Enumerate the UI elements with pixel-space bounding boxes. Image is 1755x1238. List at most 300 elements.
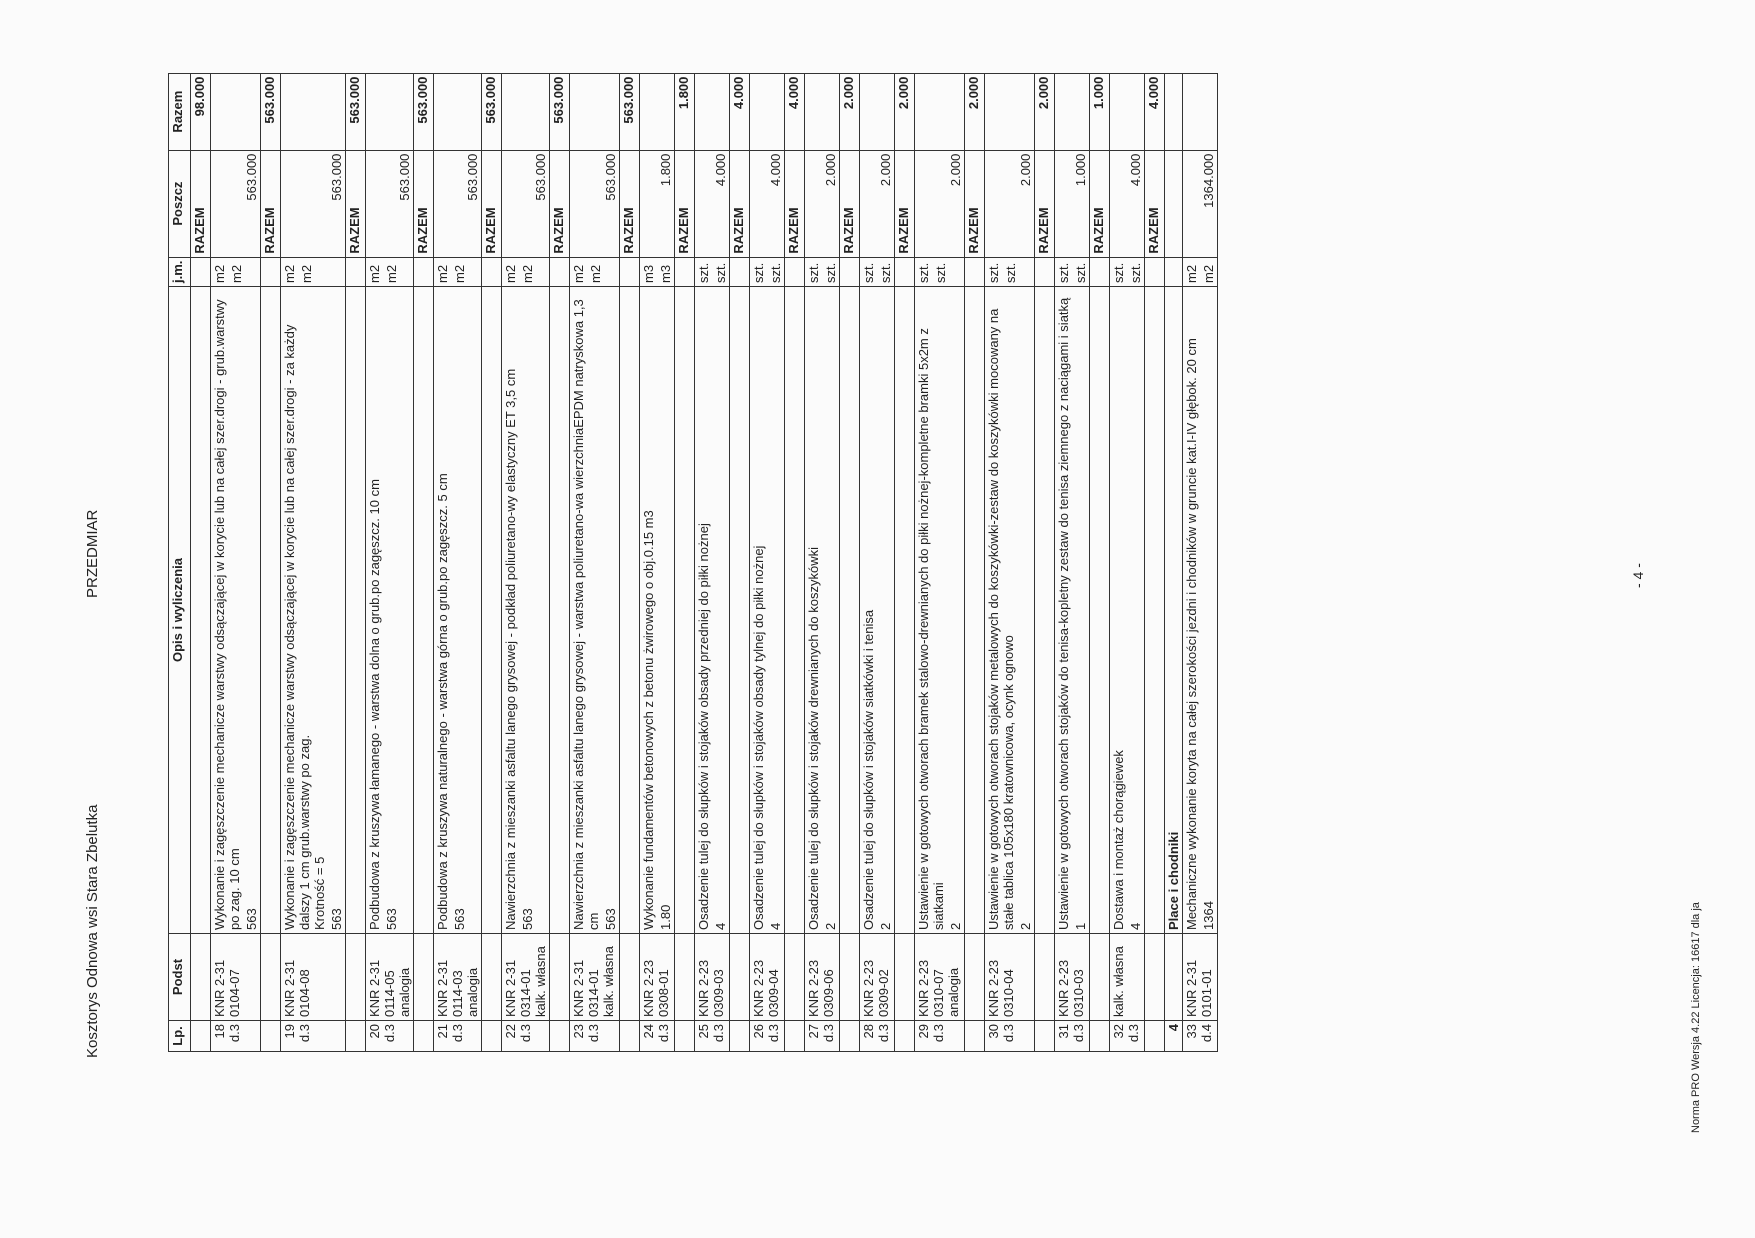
razem-label: RAZEM bbox=[620, 150, 640, 257]
razem-label: RAZEM bbox=[1035, 150, 1055, 257]
empty-cell bbox=[840, 287, 860, 934]
empty-cell bbox=[1090, 257, 1110, 286]
empty-cell bbox=[1165, 934, 1183, 1021]
calculation: 4 bbox=[1128, 922, 1143, 930]
razem-value: 1.000 bbox=[1090, 73, 1110, 150]
description: Ustawienie w gotowych otworach stojaków do tenisa-kopletny zestaw do tenisa ziemnego z naciągami i siatką bbox=[1056, 297, 1071, 930]
razem-value: 4.000 bbox=[785, 73, 805, 150]
table-row bbox=[805, 73, 840, 1051]
empty-cell bbox=[620, 257, 640, 286]
empty-cell bbox=[895, 287, 915, 934]
row-podst: KNR 2-31 0314-01 kalk. własna bbox=[502, 934, 550, 1021]
row-lp bbox=[281, 1021, 346, 1052]
lp-number: 29 bbox=[916, 1024, 931, 1039]
row-poszcz: 2.000 bbox=[915, 150, 965, 257]
description: Dostawa i montaż chorągiewek bbox=[1111, 750, 1126, 930]
row-lp bbox=[985, 1021, 1035, 1052]
section-ref: d.3 bbox=[1126, 1024, 1141, 1043]
empty-cell bbox=[346, 1021, 366, 1052]
razem-row bbox=[1035, 73, 1055, 1051]
row-unit bbox=[1055, 257, 1090, 286]
section-ref: d.3 bbox=[586, 1024, 601, 1043]
section-ref: d.3 bbox=[821, 1024, 836, 1043]
row-poszcz: 1.800 bbox=[640, 150, 675, 257]
row-unit bbox=[640, 257, 675, 286]
row-podst: kalk. własna bbox=[1110, 934, 1145, 1021]
row-opis bbox=[750, 287, 785, 934]
table-row bbox=[1055, 73, 1090, 1051]
empty-cell bbox=[1145, 1021, 1165, 1052]
description: Wykonanie fundamentów betonowych z betonu żwirowego o obj.0.15 m3 bbox=[641, 510, 656, 930]
empty-cell bbox=[346, 287, 366, 934]
unit-repeat: m2 bbox=[299, 264, 314, 283]
unit-repeat: szt. bbox=[1073, 262, 1088, 283]
description: Nawierzchnia z mieszanki asfaltu lanego grysowej - warstwa poliuretano-wa wierzchniaEPDM natryskowa 1,3 cm bbox=[571, 299, 601, 930]
lp-number: 21 bbox=[435, 1024, 450, 1039]
unit-repeat: m3 bbox=[658, 264, 673, 283]
empty-cell bbox=[965, 934, 985, 1021]
row-lp bbox=[1055, 1021, 1090, 1052]
empty-cell bbox=[1165, 73, 1183, 150]
row-razem-empty bbox=[366, 73, 414, 150]
empty-cell bbox=[1035, 934, 1055, 1021]
table-row bbox=[502, 73, 550, 1051]
col-razem: Razem bbox=[169, 73, 191, 150]
empty-cell bbox=[1035, 1021, 1055, 1052]
razem-value: 563.000 bbox=[482, 73, 502, 150]
section-ref: d.3 bbox=[382, 1024, 397, 1043]
section-ref: d.3 bbox=[227, 1024, 242, 1043]
unit: m2 bbox=[212, 264, 227, 283]
table-row bbox=[366, 73, 414, 1051]
empty-cell bbox=[550, 934, 570, 1021]
row-opis bbox=[695, 287, 730, 934]
razem-label: RAZEM bbox=[675, 150, 695, 257]
row-opis bbox=[211, 287, 261, 934]
empty-cell bbox=[840, 1021, 860, 1052]
page-number: - 4 - bbox=[1630, 563, 1646, 588]
empty-cell bbox=[675, 934, 695, 1021]
unit: szt. bbox=[806, 262, 821, 283]
empty-cell bbox=[895, 1021, 915, 1052]
razem-value: 4.000 bbox=[1145, 73, 1165, 150]
table-row bbox=[750, 73, 785, 1051]
top-razem-row bbox=[191, 73, 211, 1051]
row-lp bbox=[860, 1021, 895, 1052]
razem-label: RAZEM bbox=[965, 150, 985, 257]
description: Ustawienie w gotowych otworach stojaków metalowych do koszykówki-zestaw do koszykówki mocowany na stałe tablica 105x180 kratownicowa, ocynk ognowo bbox=[986, 308, 1016, 930]
section-ref: d.3 bbox=[1001, 1024, 1016, 1043]
row-unit bbox=[1183, 257, 1218, 286]
empty-cell bbox=[620, 287, 640, 934]
col-opis: Opis i wyliczenia bbox=[169, 287, 191, 934]
calculation: 1.80 bbox=[658, 904, 673, 930]
section-ref: d.3 bbox=[931, 1024, 946, 1043]
calculation: 4 bbox=[713, 922, 728, 930]
unit-repeat: szt. bbox=[1003, 262, 1018, 283]
row-razem-empty bbox=[211, 73, 261, 150]
row-razem-empty bbox=[805, 73, 840, 150]
calculation: 1364 bbox=[1201, 901, 1216, 930]
row-poszcz: 4.000 bbox=[1110, 150, 1145, 257]
lp-number: 28 bbox=[861, 1024, 876, 1039]
row-lp bbox=[1110, 1021, 1145, 1052]
calculation: 563 bbox=[452, 908, 467, 930]
empty-cell bbox=[1035, 257, 1055, 286]
row-opis bbox=[434, 287, 482, 934]
razem-value: 563.000 bbox=[550, 73, 570, 150]
row-unit bbox=[211, 257, 261, 286]
lp-number: 30 bbox=[986, 1024, 1001, 1039]
razem-value: 4.000 bbox=[730, 73, 750, 150]
razem-value: 563.000 bbox=[620, 73, 640, 150]
empty-cell bbox=[785, 934, 805, 1021]
unit: szt. bbox=[696, 262, 711, 283]
description: Podbudowa z kruszywa naturalnego - warstwa górna o grub.po zagęszcz. 5 cm bbox=[435, 473, 450, 930]
empty-cell bbox=[675, 257, 695, 286]
row-razem-empty bbox=[502, 73, 550, 150]
empty-cell bbox=[482, 1021, 502, 1052]
row-lp bbox=[366, 1021, 414, 1052]
lp-number: 32 bbox=[1111, 1024, 1126, 1039]
unit: m2 bbox=[503, 264, 518, 283]
lp-number: 24 bbox=[641, 1024, 656, 1039]
table-row bbox=[695, 73, 730, 1051]
table-row bbox=[1183, 73, 1218, 1051]
razem-value: 563.000 bbox=[346, 73, 366, 150]
row-poszcz: 563.000 bbox=[502, 150, 550, 257]
razem-label: RAZEM bbox=[895, 150, 915, 257]
razem-label: RAZEM bbox=[261, 150, 281, 257]
empty-cell bbox=[482, 257, 502, 286]
empty-cell bbox=[620, 1021, 640, 1052]
empty-cell bbox=[1165, 150, 1183, 257]
razem-label: RAZEM bbox=[550, 150, 570, 257]
empty-cell bbox=[785, 287, 805, 934]
empty-cell bbox=[965, 257, 985, 286]
empty-cell bbox=[482, 934, 502, 1021]
unit: m3 bbox=[641, 264, 656, 283]
section-ref: d.3 bbox=[297, 1024, 312, 1043]
row-poszcz: 563.000 bbox=[434, 150, 482, 257]
table-header-row bbox=[169, 73, 191, 1051]
description: Wykonanie i zagęszczenie mechanicze warstwy odsączającej w korycie lub na całej szer.drogi - grub.warstwy po zag. 10 cm bbox=[212, 299, 242, 930]
row-unit bbox=[281, 257, 346, 286]
row-lp bbox=[211, 1021, 261, 1052]
row-unit bbox=[366, 257, 414, 286]
razem-label: RAZEM bbox=[1090, 150, 1110, 257]
razem-label: RAZEM bbox=[414, 150, 434, 257]
unit-repeat: szt. bbox=[933, 262, 948, 283]
razem-value: 2.000 bbox=[895, 73, 915, 150]
empty-cell bbox=[550, 1021, 570, 1052]
lp-number: 33 bbox=[1184, 1024, 1199, 1039]
empty-cell bbox=[1145, 257, 1165, 286]
description: Osadzenie tulej do słupków i stojaków siatkówki i tenisa bbox=[861, 609, 876, 930]
empty-cell bbox=[730, 287, 750, 934]
row-poszcz: 563.000 bbox=[211, 150, 261, 257]
row-razem-empty bbox=[281, 73, 346, 150]
calculation: 4 bbox=[768, 922, 783, 930]
section-ref: d.3 bbox=[711, 1024, 726, 1043]
section-ref: d.3 bbox=[766, 1024, 781, 1043]
section-title: Place i chodniki bbox=[1165, 287, 1183, 934]
row-opis bbox=[570, 287, 620, 934]
section-ref: d.3 bbox=[1071, 1024, 1086, 1043]
row-podst: KNR 2-23 0310-03 bbox=[1055, 934, 1090, 1021]
lp-number: 20 bbox=[367, 1024, 382, 1039]
empty-cell bbox=[261, 287, 281, 934]
lp-number: 22 bbox=[503, 1024, 518, 1039]
row-razem-empty bbox=[915, 73, 965, 150]
empty-cell bbox=[620, 934, 640, 1021]
row-opis bbox=[281, 287, 346, 934]
row-opis bbox=[860, 287, 895, 934]
empty-cell bbox=[550, 257, 570, 286]
razem-row bbox=[261, 73, 281, 1051]
row-podst: KNR 2-23 0309-02 bbox=[860, 934, 895, 1021]
row-unit bbox=[985, 257, 1035, 286]
section-ref: d.3 bbox=[450, 1024, 465, 1043]
empty-cell bbox=[895, 257, 915, 286]
table-row bbox=[915, 73, 965, 1051]
row-unit bbox=[695, 257, 730, 286]
razem-row bbox=[346, 73, 366, 1051]
unit: m2 bbox=[367, 264, 382, 283]
row-opis bbox=[985, 287, 1035, 934]
row-unit bbox=[860, 257, 895, 286]
unit-repeat: m2 bbox=[588, 264, 603, 283]
empty-cell bbox=[1035, 287, 1055, 934]
description: Podbudowa z kruszywa łamanego - warstwa dolna o grub.po zagęszcz. 10 cm bbox=[367, 479, 382, 930]
razem-label: RAZEM bbox=[840, 150, 860, 257]
unit-repeat: m2 bbox=[520, 264, 535, 283]
table-body bbox=[191, 73, 1218, 1051]
lp-number: 19 bbox=[282, 1024, 297, 1039]
section-ref: d.3 bbox=[518, 1024, 533, 1043]
empty-cell bbox=[965, 287, 985, 934]
row-opis bbox=[915, 287, 965, 934]
row-unit bbox=[434, 257, 482, 286]
unit: szt. bbox=[916, 262, 931, 283]
razem-label: RAZEM bbox=[191, 150, 211, 257]
row-poszcz: 2.000 bbox=[805, 150, 840, 257]
description: Osadzenie tulej do słupków i stojaków drewnianych do koszykówki bbox=[806, 547, 821, 930]
unit: szt. bbox=[986, 262, 1001, 283]
row-podst: KNR 2-23 0310-04 bbox=[985, 934, 1035, 1021]
row-unit bbox=[570, 257, 620, 286]
description: Osadzenie tulej do słupków i stojaków obsady tylnej do piłki nożnej bbox=[751, 545, 766, 930]
row-razem-empty bbox=[1055, 73, 1090, 150]
lp-number: 31 bbox=[1056, 1024, 1071, 1039]
section-ref: d.4 bbox=[1199, 1024, 1214, 1043]
document-header-title: Kosztorys Odnowa wsi Stara Zbelutka bbox=[84, 804, 101, 1058]
table-row bbox=[640, 73, 675, 1051]
empty-cell bbox=[730, 257, 750, 286]
calculation: 563 bbox=[520, 908, 535, 930]
razem-row bbox=[414, 73, 434, 1051]
empty-cell bbox=[840, 934, 860, 1021]
document-header-type: PRZEDMIAR bbox=[84, 509, 101, 598]
razem-value: 563.000 bbox=[414, 73, 434, 150]
row-podst: KNR 2-31 0101-01 bbox=[1183, 934, 1218, 1021]
lp-number: 18 bbox=[212, 1024, 227, 1039]
empty-cell bbox=[414, 934, 434, 1021]
razem-label: RAZEM bbox=[346, 150, 366, 257]
lp-number: 23 bbox=[571, 1024, 586, 1039]
calculation: 1 bbox=[1073, 922, 1088, 930]
unit-repeat: szt. bbox=[768, 262, 783, 283]
row-razem-empty bbox=[640, 73, 675, 150]
calculation: 563 bbox=[329, 908, 344, 930]
row-opis bbox=[640, 287, 675, 934]
table-row bbox=[211, 73, 261, 1051]
razem-row bbox=[895, 73, 915, 1051]
row-lp bbox=[750, 1021, 785, 1052]
col-podst: Podst bbox=[169, 934, 191, 1021]
unit-repeat: szt. bbox=[1128, 262, 1143, 283]
row-podst: KNR 2-23 0309-03 bbox=[695, 934, 730, 1021]
empty-cell bbox=[1165, 257, 1183, 286]
razem-value: 2.000 bbox=[1035, 73, 1055, 150]
empty-cell bbox=[1145, 287, 1165, 934]
empty-cell bbox=[730, 934, 750, 1021]
razem-value: 98.000 bbox=[191, 73, 211, 150]
empty-cell bbox=[1090, 934, 1110, 1021]
row-lp bbox=[640, 1021, 675, 1052]
description: Wykonanie i zagęszczenie mechanicze warstwy odsączającej w korycie lub na całej szer.drogi - za każdy dalszy 1 cm grub.warstwy po zag. Krotność = 5 bbox=[282, 324, 327, 930]
razem-row bbox=[675, 73, 695, 1051]
razem-label: RAZEM bbox=[730, 150, 750, 257]
section-number: 4 bbox=[1165, 1021, 1183, 1052]
section-row bbox=[1165, 73, 1183, 1051]
row-poszcz: 563.000 bbox=[366, 150, 414, 257]
empty-cell bbox=[675, 1021, 695, 1052]
row-unit bbox=[1110, 257, 1145, 286]
unit: m2 bbox=[571, 264, 586, 283]
razem-row bbox=[1090, 73, 1110, 1051]
row-razem-empty bbox=[1183, 73, 1218, 150]
razem-row bbox=[620, 73, 640, 1051]
row-razem-empty bbox=[434, 73, 482, 150]
row-podst: KNR 2-31 0114-05 analogia bbox=[366, 934, 414, 1021]
unit: m2 bbox=[435, 264, 450, 283]
razem-row bbox=[730, 73, 750, 1051]
table-row bbox=[860, 73, 895, 1051]
unit: szt. bbox=[1111, 262, 1126, 283]
row-poszcz: 4.000 bbox=[750, 150, 785, 257]
section-ref: d.3 bbox=[656, 1024, 671, 1043]
lp-number: 25 bbox=[696, 1024, 711, 1039]
empty-cell bbox=[1090, 1021, 1110, 1052]
unit: m2 bbox=[1184, 264, 1199, 283]
row-lp bbox=[1183, 1021, 1218, 1052]
unit-repeat: szt. bbox=[823, 262, 838, 283]
empty-cell bbox=[414, 287, 434, 934]
empty-cell bbox=[346, 257, 366, 286]
unit-repeat: m2 bbox=[384, 264, 399, 283]
col-jm: j.m. bbox=[169, 257, 191, 286]
razem-label: RAZEM bbox=[1145, 150, 1165, 257]
row-opis bbox=[1055, 287, 1090, 934]
row-unit bbox=[750, 257, 785, 286]
estimate-table bbox=[168, 73, 1218, 1052]
row-podst: KNR 2-31 0114-03 analogia bbox=[434, 934, 482, 1021]
unit: szt. bbox=[861, 262, 876, 283]
razem-row bbox=[840, 73, 860, 1051]
row-razem-empty bbox=[695, 73, 730, 150]
row-opis bbox=[366, 287, 414, 934]
row-podst: KNR 2-23 0308-01 bbox=[640, 934, 675, 1021]
row-poszcz: 2.000 bbox=[985, 150, 1035, 257]
razem-label: RAZEM bbox=[482, 150, 502, 257]
unit-repeat: szt. bbox=[878, 262, 893, 283]
row-podst: KNR 2-23 0309-06 bbox=[805, 934, 840, 1021]
unit: szt. bbox=[1056, 262, 1071, 283]
row-lp bbox=[805, 1021, 840, 1052]
description: Ustawienie w gotowych otworach bramek stalowo-drewnianych do piłki nożnej-kompletne bramki 5x2m z siatkami bbox=[916, 328, 946, 930]
row-unit bbox=[915, 257, 965, 286]
razem-value: 1.800 bbox=[675, 73, 695, 150]
lp-number: 26 bbox=[751, 1024, 766, 1039]
razem-label: RAZEM bbox=[785, 150, 805, 257]
empty-cell bbox=[785, 1021, 805, 1052]
row-poszcz: 563.000 bbox=[281, 150, 346, 257]
row-podst: KNR 2-31 0104-08 bbox=[281, 934, 346, 1021]
unit-repeat: m2 bbox=[1201, 264, 1216, 283]
row-lp bbox=[695, 1021, 730, 1052]
empty-cell bbox=[1145, 934, 1165, 1021]
table-row bbox=[1110, 73, 1145, 1051]
col-lp: Lp. bbox=[169, 1021, 191, 1052]
empty-cell bbox=[414, 257, 434, 286]
row-unit bbox=[502, 257, 550, 286]
row-opis bbox=[805, 287, 840, 934]
razem-value: 2.000 bbox=[965, 73, 985, 150]
row-poszcz: 1364.000 bbox=[1183, 150, 1218, 257]
table-row bbox=[570, 73, 620, 1051]
row-podst: KNR 2-23 0310-07 analogia bbox=[915, 934, 965, 1021]
row-opis bbox=[1183, 287, 1218, 934]
table-row bbox=[434, 73, 482, 1051]
row-razem-empty bbox=[750, 73, 785, 150]
calculation: 2 bbox=[1018, 922, 1033, 930]
empty-cell bbox=[414, 1021, 434, 1052]
calculation: 2 bbox=[948, 922, 963, 930]
razem-value: 2.000 bbox=[840, 73, 860, 150]
row-opis bbox=[502, 287, 550, 934]
empty-cell bbox=[550, 287, 570, 934]
row-poszcz: 1.000 bbox=[1055, 150, 1090, 257]
table-row bbox=[985, 73, 1035, 1051]
empty-cell bbox=[261, 1021, 281, 1052]
empty-cell bbox=[482, 287, 502, 934]
description: Nawierzchnia z mieszanki asfaltu lanego grysowej - podkład poliuretano-wy elastyczny ET 3,5 cm bbox=[503, 368, 518, 930]
empty-cell bbox=[261, 934, 281, 1021]
row-lp bbox=[502, 1021, 550, 1052]
empty-cell bbox=[895, 934, 915, 1021]
calculation: 2 bbox=[823, 922, 838, 930]
lp-number: 27 bbox=[806, 1024, 821, 1039]
table-row bbox=[281, 73, 346, 1051]
description: Mechaniczne wykonanie koryta na całej szerokości jezdni i chodników w gruncie kat.I-IV głębok. 20 cm bbox=[1184, 338, 1199, 930]
row-razem-empty bbox=[985, 73, 1035, 150]
row-poszcz: 563.000 bbox=[570, 150, 620, 257]
row-podst: KNR 2-31 0314-01 kalk. własna bbox=[570, 934, 620, 1021]
razem-row bbox=[1145, 73, 1165, 1051]
row-razem-empty bbox=[1110, 73, 1145, 150]
unit-repeat: m2 bbox=[452, 264, 467, 283]
